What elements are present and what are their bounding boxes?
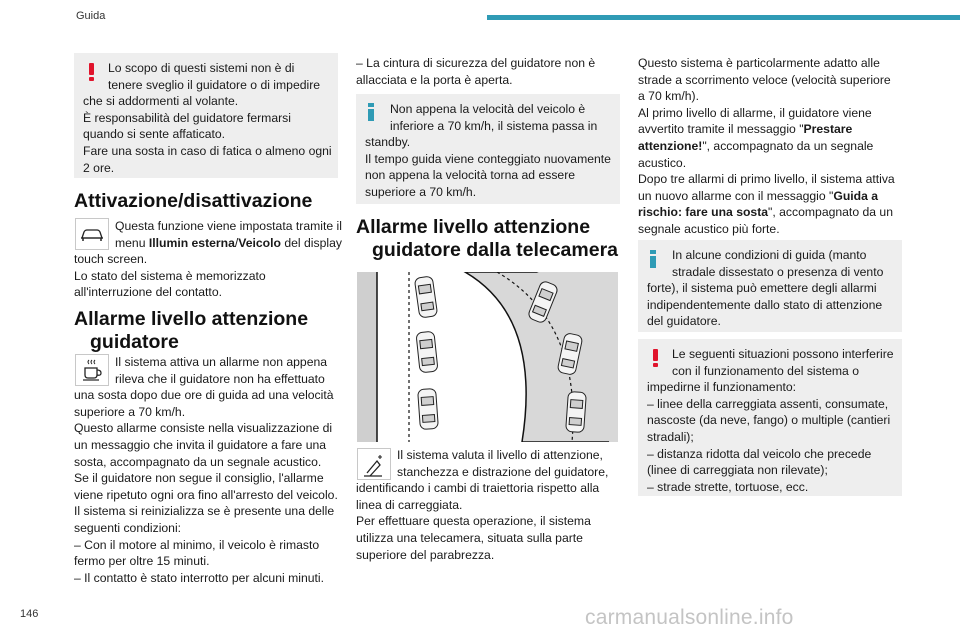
alarm-line: seguenti condizioni: xyxy=(74,520,182,535)
alarm-line: superiore a 70 km/h. xyxy=(74,404,186,419)
alarm-line: Il sistema si reinizializza se è presente una delle xyxy=(74,504,335,519)
alarm-line: un messaggio che invita il guidatore a fare una xyxy=(74,437,327,452)
box-text: non appena la velocità torna ad essere xyxy=(365,168,576,183)
alarm-text xyxy=(74,354,338,586)
box-text: nascoste (da neve, fango) o multiple (cantieri xyxy=(647,413,891,428)
levels-line: strade a scorrimento veloce (velocità superiore xyxy=(638,72,891,87)
info-icon xyxy=(650,250,657,269)
warning-box-interference xyxy=(638,339,902,496)
heading-camera-alarm: Allarme livello attenzione guidatore dalla telecamera xyxy=(356,216,619,261)
box-text: Fare una sosta in caso di fatica o almeno ogni xyxy=(83,143,332,158)
alarm-line: – Il contatto è stato interrotto per alcuni minuti. xyxy=(74,570,324,585)
box-text: – distanza ridotta dal veicolo che precede xyxy=(647,446,872,461)
warning-box-sleep xyxy=(74,53,338,178)
alarm-line: una sosta dopo due ore di guida ad una velocità xyxy=(74,388,334,403)
box-text: Non appena la velocità del veicolo è xyxy=(390,102,586,116)
box-text: 2 ore. xyxy=(83,160,115,175)
camera-line: Per effettuare questa operazione, il sistema xyxy=(356,514,591,529)
levels-line: rischio: fare una sosta", accompagnato da un xyxy=(638,205,893,220)
box-text: In alcune condizioni di guida (manto xyxy=(672,248,867,262)
camera-line: identificando i cambi di traiettoria rispetto alla xyxy=(356,481,600,496)
activation-line: touch screen. xyxy=(74,252,148,267)
box-text: superiore a 70 km/h. xyxy=(365,184,477,199)
alarm-line: rileva che il guidatore non ha effettuato xyxy=(115,371,325,386)
box-text: inferiore a 70 km/h, il sistema passa in xyxy=(390,118,598,133)
activation-line: menu Illumin esterna/Veicolo del display xyxy=(115,235,342,250)
levels-line: a 70 km/h). xyxy=(638,89,699,104)
alarm-line: viene ripetuto ogni ora fino all'arresto del veicolo. xyxy=(74,487,338,502)
lane-drift-illustration xyxy=(357,272,618,442)
activation-line: all'interruzione del contatto. xyxy=(74,285,222,300)
levels-line: avvertito tramite il messaggio "Prestare xyxy=(638,122,853,137)
camera-line: linea di carreggiata. xyxy=(356,497,463,512)
info-icon xyxy=(368,103,375,122)
seatbelt-line: – La cintura di sicurezza del guidatore non è xyxy=(356,56,596,70)
camera-line: stanchezza e distrazione del guidatore, xyxy=(397,464,609,479)
info-box-conditions xyxy=(638,240,902,332)
camera-line: superiore del parabrezza. xyxy=(356,547,495,562)
box-text: tenere sveglio il guidatore o di impedire xyxy=(108,77,321,92)
box-text: Le seguenti situazioni possono interferire xyxy=(672,347,894,361)
alarm-line: Se il guidatore non segue il consiglio, l'allarme xyxy=(74,471,324,486)
box-text: Il tempo guida viene conteggiato nuovamente xyxy=(365,151,611,166)
watermark: carmanualsonline.info xyxy=(585,606,794,629)
page-number: 146 xyxy=(20,608,39,620)
levels-line: un nuovo allarme con il messaggio "Guida a xyxy=(638,188,879,203)
activation-line: Lo stato del sistema è memorizzato xyxy=(74,268,266,283)
camera-alarm-levels-text xyxy=(638,55,895,238)
camera-text xyxy=(356,447,608,563)
box-text: quando si sente affaticato. xyxy=(83,127,226,142)
activation-text xyxy=(74,218,342,301)
warning-icon xyxy=(88,63,95,82)
camera-line: Il sistema valuta il livello di attenzione, xyxy=(397,448,603,462)
activation-line: Questa funzione viene impostata tramite il xyxy=(115,219,342,233)
alarm-line: sosta, accompagnato da un segnale acustico. xyxy=(74,454,322,469)
heading-activation: Attivazione/disattivazione xyxy=(74,190,313,212)
levels-line: Dopo tre allarmi di primo livello, il sistema attiva xyxy=(638,172,895,187)
box-text: impedirne il funzionamento: xyxy=(647,380,797,395)
box-text: che si addormenti al volante. xyxy=(83,94,239,109)
box-text: indipendentemente dallo stato di attenzione xyxy=(647,297,883,312)
levels-line: attenzione!", accompagnato da un segnale xyxy=(638,138,874,153)
box-text: Lo scopo di questi sistemi non è di xyxy=(108,61,295,75)
box-text: forte), il sistema può emettere degli allarmi xyxy=(647,281,877,296)
camera-line: utilizza una telecamera, situata sulla parte xyxy=(356,530,583,545)
box-text: – strade strette, tortuose, ecc. xyxy=(647,479,809,494)
alarm-line: fermo per oltre 15 minuti. xyxy=(74,554,210,569)
box-text: standby. xyxy=(365,135,411,150)
box-text: del guidatore. xyxy=(647,314,721,329)
running-header: Guida xyxy=(76,10,106,22)
alarm-line: Il sistema attiva un allarme non appena xyxy=(115,355,328,369)
levels-line: Questo sistema è particolarmente adatto alle xyxy=(638,56,880,70)
box-text: – linee della carreggiata assenti, consumate, xyxy=(647,396,889,411)
levels-line: Al primo livello di allarme, il guidatore viene xyxy=(638,105,872,120)
alarm-line: Questo allarme consiste nella visualizzazione di xyxy=(74,421,333,436)
box-text: È responsabilità del guidatore fermarsi xyxy=(83,110,291,125)
seatbelt-line: allacciata e la porta è aperta. xyxy=(356,72,513,87)
box-text: (linee di carreggiata non rilevate); xyxy=(647,463,828,478)
header-accent-bar xyxy=(487,15,960,20)
heading-alarm: Allarme livello attenzione guidatore xyxy=(74,308,309,353)
levels-line: acustico. xyxy=(638,155,687,170)
warning-icon xyxy=(652,349,659,368)
info-box-standby xyxy=(356,94,620,204)
seatbelt-text xyxy=(356,55,595,88)
box-text: stradale dissestato o presenza di vento xyxy=(672,264,884,279)
alarm-line: – Con il motore al minimo, il veicolo è rimasto xyxy=(74,537,320,552)
levels-line: segnale acustico più forte. xyxy=(638,221,780,236)
box-text: con il funzionamento del sistema o xyxy=(672,363,859,378)
box-text: stradali); xyxy=(647,429,694,444)
